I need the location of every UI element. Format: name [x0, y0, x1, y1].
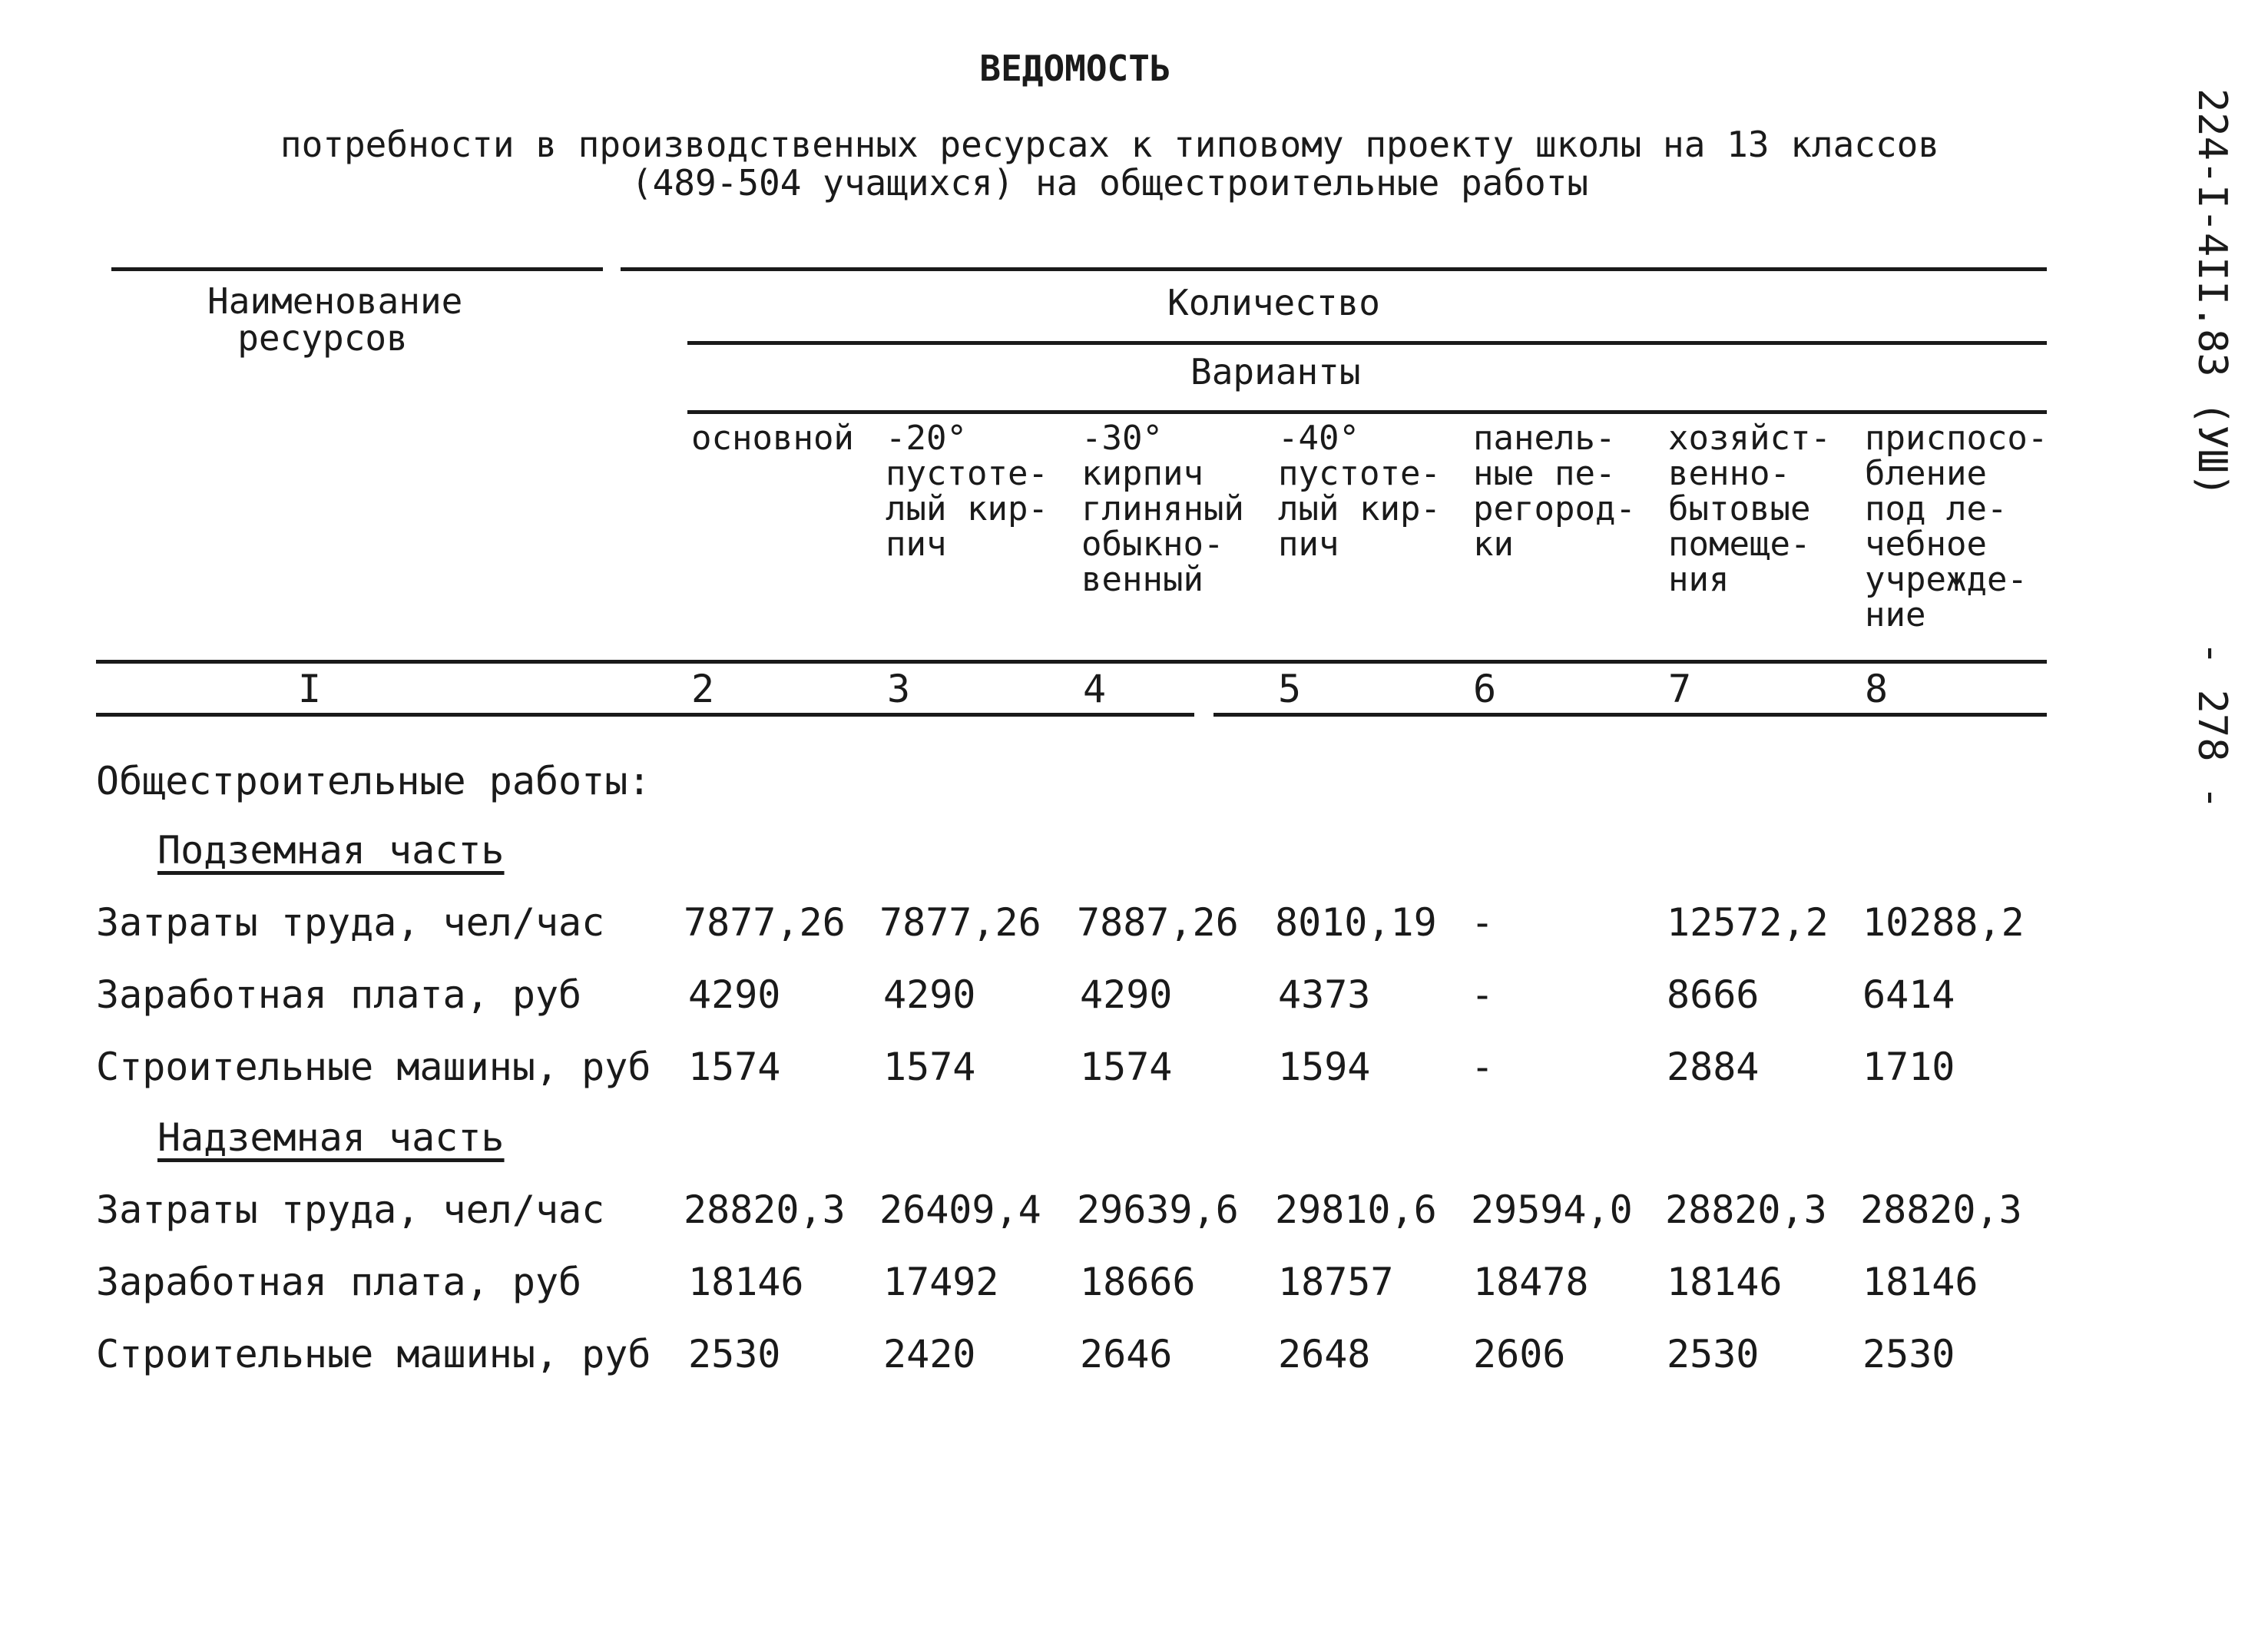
cell: 17492 [883, 1260, 999, 1304]
cell: 18146 [1667, 1260, 1783, 1304]
cell: 4373 [1278, 972, 1371, 1017]
cell: 7877,26 [879, 900, 1041, 945]
document-title: ВЕДОМОСТЬ [979, 48, 1171, 89]
column-header-2: -20° пустоте- лый кир- пич [886, 419, 1048, 564]
row-label: Заработная плата, руб [96, 1260, 582, 1304]
cell: 7877,26 [684, 900, 846, 945]
cell: 12572,2 [1667, 900, 1829, 945]
cell: 29594,0 [1471, 1187, 1633, 1232]
cell: 18478 [1473, 1260, 1589, 1304]
document-subtitle-line2: (489-504 учащихся) на общестроительные работы [631, 162, 1589, 204]
column-number-1: I [298, 667, 322, 711]
cell: 1710 [1862, 1045, 1955, 1089]
column-number-4: 4 [1083, 667, 1107, 711]
cell: 2884 [1667, 1045, 1760, 1089]
cell: 1574 [883, 1045, 976, 1089]
row-label: Затраты труда, чел/час [96, 1187, 605, 1232]
cell: 4290 [883, 972, 976, 1017]
section-title-underground: Подземная часть [157, 828, 505, 873]
cell: 10288,2 [1862, 900, 2025, 945]
cell: 2530 [1667, 1332, 1760, 1376]
quantity-header: Количество [1167, 282, 1380, 323]
cell: 2606 [1473, 1332, 1566, 1376]
cell: 2648 [1278, 1332, 1371, 1376]
numbers-rule-left [96, 713, 1194, 717]
column-number-3: 3 [887, 667, 911, 711]
column-number-7: 7 [1668, 667, 1692, 711]
cell: 4290 [1080, 972, 1173, 1017]
cell: 18666 [1080, 1260, 1196, 1304]
row-label: Затраты труда, чел/час [96, 900, 605, 945]
row-label: Строительные машины, руб [96, 1332, 651, 1376]
column-number-5: 5 [1278, 667, 1302, 711]
header-bottom-rule [96, 660, 2047, 664]
cell: 26409,4 [879, 1187, 1041, 1232]
resource-name-header: Наименование ресурсов [207, 280, 463, 359]
cell: 29810,6 [1275, 1187, 1437, 1232]
column-header-3: -30° кирпич глиняный обыкно- венный [1081, 419, 1244, 599]
cell: 2530 [688, 1332, 781, 1376]
cell: 2420 [883, 1332, 976, 1376]
side-document-code: 224-I-4II.83 (УШ) [2189, 88, 2235, 498]
variants-rule [687, 410, 2047, 414]
row-label: Заработная плата, руб [96, 972, 582, 1017]
cell: - [1471, 972, 1495, 1017]
column-header-4: -40° пустоте- лый кир- пич [1278, 419, 1441, 564]
section-title-aboveground: Надземная часть [157, 1115, 505, 1160]
cell: 7887,26 [1077, 900, 1239, 945]
cell: - [1471, 1045, 1495, 1089]
cell: 6414 [1862, 972, 1955, 1017]
group-title: Общестроительные работы: [96, 759, 651, 803]
cell: 1594 [1278, 1045, 1371, 1089]
table-top-rule-right [621, 267, 2047, 271]
cell: - [1471, 900, 1495, 945]
cell: 18757 [1278, 1260, 1394, 1304]
cell: 1574 [1080, 1045, 1173, 1089]
cell: 4290 [688, 972, 781, 1017]
document-subtitle-line1: потребности в производственных ресурсах к типовому проекту школы на 13 классов [280, 124, 1940, 165]
column-header-6: хозяйст- венно- бытовые помеще- ния [1668, 419, 1831, 599]
column-number-2: 2 [691, 667, 715, 711]
column-number-6: 6 [1473, 667, 1497, 711]
table-top-rule-left [111, 267, 603, 271]
column-header-5: панель- ные пе- регород- ки [1473, 419, 1636, 564]
column-header-7: приспосо- бление под ле- чебное учрежде- ние [1865, 419, 2048, 634]
quantity-rule [687, 341, 2047, 345]
column-header-1: основной [691, 419, 854, 458]
cell: 1574 [688, 1045, 781, 1089]
cell: 28820,3 [1860, 1187, 2022, 1232]
page-number: - 278 - [2189, 641, 2235, 810]
cell: 29639,6 [1077, 1187, 1239, 1232]
cell: 2530 [1862, 1332, 1955, 1376]
cell: 28820,3 [684, 1187, 846, 1232]
column-number-8: 8 [1865, 667, 1889, 711]
cell: 8666 [1667, 972, 1760, 1017]
cell: 28820,3 [1665, 1187, 1827, 1232]
cell: 2646 [1080, 1332, 1173, 1376]
cell: 18146 [688, 1260, 804, 1304]
variants-header: Варианты [1190, 351, 1361, 393]
row-label: Строительные машины, руб [96, 1045, 651, 1089]
cell: 18146 [1862, 1260, 1978, 1304]
numbers-rule-right [1213, 713, 2047, 717]
cell: 8010,19 [1275, 900, 1437, 945]
